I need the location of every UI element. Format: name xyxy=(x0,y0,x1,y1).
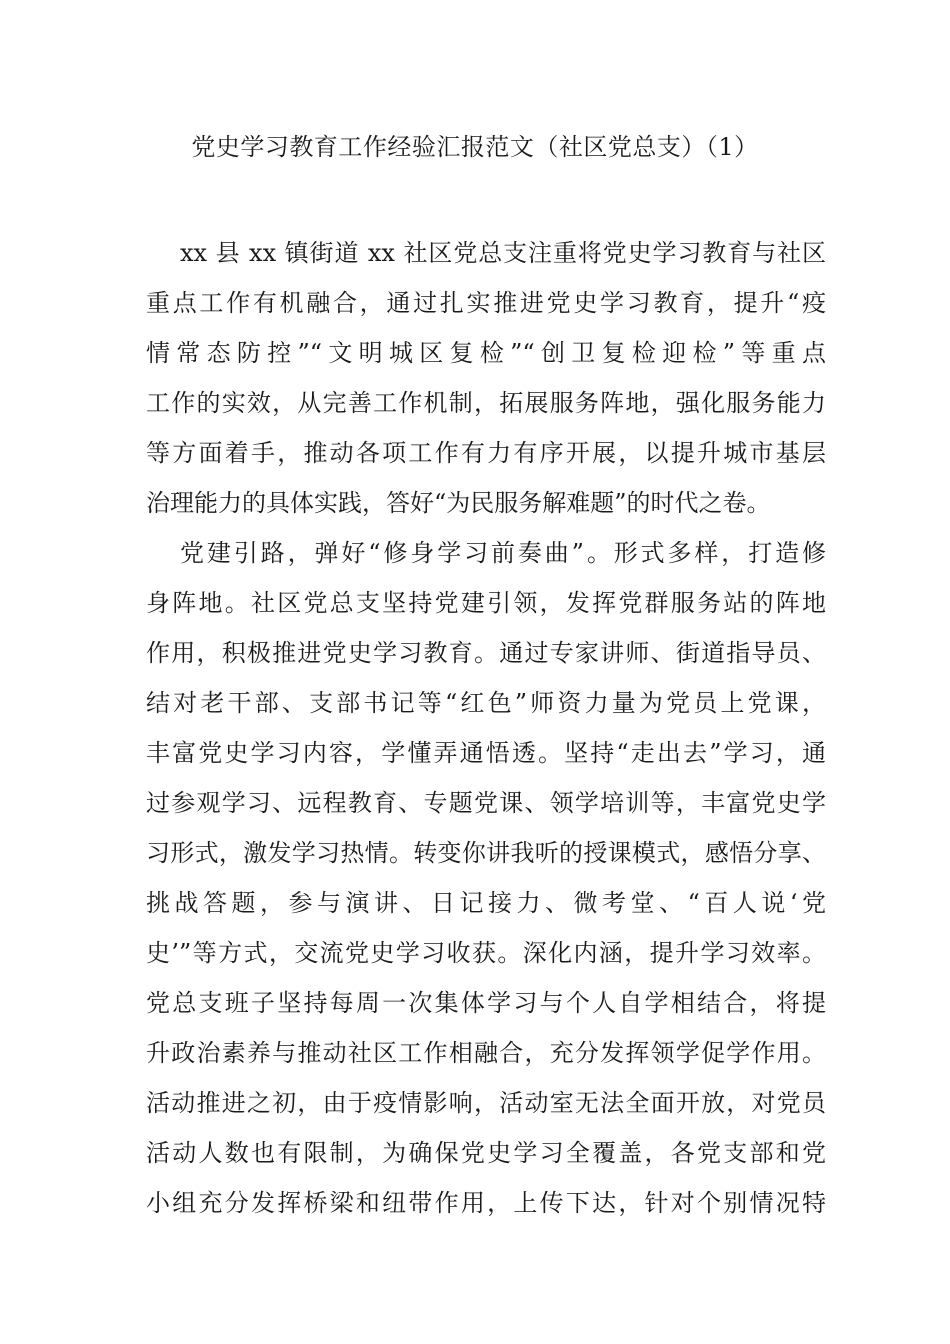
paragraph-line: xx 县 xx 镇街道 xx 社区党总支注重将党史学习教育与社区 xyxy=(180,239,826,267)
paragraph-line: 情常态防控”“文明城区复检”“创卫复检迎检”等重点 xyxy=(146,339,826,367)
paragraph-line: 活动人数也有限制，为确保党史学习全覆盖，各党支部和党 xyxy=(146,1139,826,1167)
paragraph-line: 挑战答题，参与演讲、日记接力、微考堂、“百人说‘党 xyxy=(146,889,826,917)
paragraph-line: 重点工作有机融合，通过扎实推进党史学习教育，提升“疫 xyxy=(146,289,826,317)
paragraph-line: 史’”等方式，交流党史学习收获。深化内涵，提升学习效率。 xyxy=(146,939,826,967)
paragraph-line: 小组充分发挥桥梁和纽带作用，上传下达，针对个别情况特 xyxy=(146,1189,826,1217)
paragraph-line: 升政治素养与推动社区工作相融合，充分发挥领学促学作用。 xyxy=(146,1039,826,1067)
paragraph-line: 党总支班子坚持每周一次集体学习与个人自学相结合，将提 xyxy=(146,989,826,1017)
paragraph-line: 治理能力的具体实践，答好“为民服务解难题”的时代之卷。 xyxy=(146,489,771,517)
paragraph-line: 活动推进之初，由于疫情影响，活动室无法全面开放，对党员 xyxy=(146,1089,826,1117)
document-title: 党史学习教育工作经验汇报范文（社区党总支）（1） xyxy=(191,133,759,161)
paragraph-line: 结对老干部、支部书记等“红色”师资力量为党员上党课， xyxy=(146,689,826,717)
paragraph-line: 习形式，激发学习热情。转变你讲我听的授课模式，感悟分享、 xyxy=(146,839,826,867)
paragraph-line: 等方面着手，推动各项工作有力有序开展，以提升城市基层 xyxy=(146,439,826,467)
paragraph-line: 作用，积极推进党史学习教育。通过专家讲师、街道指导员、 xyxy=(146,639,826,667)
paragraph-line: 丰富党史学习内容，学懂弄通悟透。坚持“走出去”学习，通 xyxy=(146,739,826,767)
paragraph-line: 身阵地。社区党总支坚持党建引领，发挥党群服务站的阵地 xyxy=(146,589,826,617)
paragraph-line: 工作的实效，从完善工作机制，拓展服务阵地，强化服务能力 xyxy=(146,389,826,417)
document-body xyxy=(146,234,826,1234)
paragraph-line: 党建引路，弹好“修身学习前奏曲”。形式多样，打造修 xyxy=(180,539,826,567)
paragraph-line: 过参观学习、远程教育、专题党课、领学培训等，丰富党史学 xyxy=(146,789,826,817)
